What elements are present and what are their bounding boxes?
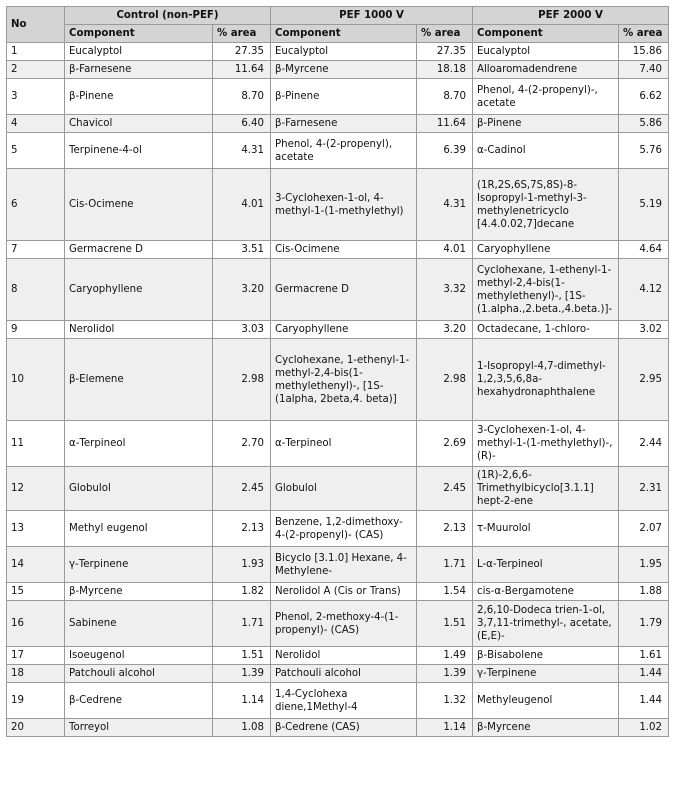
- pef1000-area: 1.39: [417, 665, 473, 683]
- pef1000-area: 2.45: [417, 467, 473, 511]
- pef1000-area: 4.31: [417, 169, 473, 241]
- pef1000-component: β-Myrcene: [271, 61, 417, 79]
- pef2000-area: 2.95: [619, 339, 669, 421]
- table-row: [7, 683, 669, 719]
- pef2000-area: 2.31: [619, 467, 669, 511]
- table-row: [7, 259, 669, 321]
- control-component: β-Farnesene: [65, 61, 213, 79]
- table-row: [7, 511, 669, 547]
- pef2000-area: 7.40: [619, 61, 669, 79]
- pef2000-area: 1.44: [619, 665, 669, 683]
- pef1000-component: 1,4-Cyclohexa diene,1Methyl-4: [271, 683, 417, 719]
- control-area: 11.64: [213, 61, 271, 79]
- control-area: 1.93: [213, 547, 271, 583]
- pef2000-area: 6.62: [619, 79, 669, 115]
- table-row: [7, 79, 669, 115]
- control-area: 2.70: [213, 421, 271, 467]
- pef2000-component: 1-Isopropyl-4,7-dimethyl-1,2,3,5,6,8a-hexahydronaphthalene: [473, 339, 619, 421]
- pef1000-area: 2.98: [417, 339, 473, 421]
- table-row: [7, 115, 669, 133]
- pef1000-component: Globulol: [271, 467, 417, 511]
- pef2000-area: 1.44: [619, 683, 669, 719]
- pef1000-component: Eucalyptol: [271, 43, 417, 61]
- table-row: [7, 547, 669, 583]
- table-row: [7, 421, 669, 467]
- control-area: 1.39: [213, 665, 271, 683]
- pef2000-area: 5.86: [619, 115, 669, 133]
- pef1000-component: Phenol, 2-methoxy-4-(1-propenyl)- (CAS): [271, 601, 417, 647]
- pef2000-area: 4.64: [619, 241, 669, 259]
- pef2000-component: Methyleugenol: [473, 683, 619, 719]
- control-area: 2.45: [213, 467, 271, 511]
- control-component: α-Terpineol: [65, 421, 213, 467]
- header-no: No: [7, 7, 65, 43]
- control-area: 6.40: [213, 115, 271, 133]
- control-component: Patchouli alcohol: [65, 665, 213, 683]
- row-number: 14: [7, 547, 65, 583]
- pef1000-component: α-Terpineol: [271, 421, 417, 467]
- control-component: Caryophyllene: [65, 259, 213, 321]
- pef2000-component: β-Pinene: [473, 115, 619, 133]
- pef2000-area: 3.02: [619, 321, 669, 339]
- row-number: 1: [7, 43, 65, 61]
- control-area: 1.08: [213, 719, 271, 737]
- pef1000-area: 1.51: [417, 601, 473, 647]
- table-row: [7, 133, 669, 169]
- control-area: 1.82: [213, 583, 271, 601]
- row-number: 19: [7, 683, 65, 719]
- row-number: 20: [7, 719, 65, 737]
- control-area: 1.14: [213, 683, 271, 719]
- pef2000-component: (1R,2S,6S,7S,8S)-8-Isopropyl-1-methyl-3-methylenetricyclo [4.4.0.02,7]decane: [473, 169, 619, 241]
- control-component: Isoeugenol: [65, 647, 213, 665]
- table-row: [7, 719, 669, 737]
- pef1000-area: 1.32: [417, 683, 473, 719]
- table-row: [7, 339, 669, 421]
- row-number: 16: [7, 601, 65, 647]
- pef1000-area: 1.54: [417, 583, 473, 601]
- pef1000-area: 27.35: [417, 43, 473, 61]
- row-number: 2: [7, 61, 65, 79]
- control-area: 8.70: [213, 79, 271, 115]
- header-row-groups: [7, 7, 669, 25]
- pef1000-area: 11.64: [417, 115, 473, 133]
- pef2000-component: Alloaromadendrene: [473, 61, 619, 79]
- pef2000-component: cis-α-Bergamotene: [473, 583, 619, 601]
- row-number: 4: [7, 115, 65, 133]
- control-component: Nerolidol: [65, 321, 213, 339]
- pef1000-component: Nerolidol A (Cis or Trans): [271, 583, 417, 601]
- row-number: 9: [7, 321, 65, 339]
- header-area: % area: [619, 25, 669, 43]
- pef1000-component: Bicyclo [3.1.0] Hexane, 4-Methylene-: [271, 547, 417, 583]
- header-group-control: Control (non-PEF): [65, 7, 271, 25]
- table-row: [7, 321, 669, 339]
- control-component: β-Elemene: [65, 339, 213, 421]
- pef1000-component: Cis-Ocimene: [271, 241, 417, 259]
- row-number: 11: [7, 421, 65, 467]
- row-number: 13: [7, 511, 65, 547]
- row-number: 7: [7, 241, 65, 259]
- pef1000-area: 2.13: [417, 511, 473, 547]
- header-group-pef1000: PEF 1000 V: [271, 7, 473, 25]
- pef1000-component: β-Farnesene: [271, 115, 417, 133]
- control-component: Globulol: [65, 467, 213, 511]
- control-component: γ-Terpinene: [65, 547, 213, 583]
- pef1000-component: Phenol, 4-(2-propenyl), acetate: [271, 133, 417, 169]
- control-area: 1.71: [213, 601, 271, 647]
- pef2000-area: 15.86: [619, 43, 669, 61]
- pef2000-component: L-α-Terpineol: [473, 547, 619, 583]
- control-area: 4.01: [213, 169, 271, 241]
- pef2000-area: 2.44: [619, 421, 669, 467]
- pef2000-area: 1.88: [619, 583, 669, 601]
- header-component: Component: [271, 25, 417, 43]
- pef2000-component: 3-Cyclohexen-1-ol, 4-methyl-1-(1-methylethyl)-, (R)-: [473, 421, 619, 467]
- control-component: Eucalyptol: [65, 43, 213, 61]
- pef1000-component: β-Cedrene (CAS): [271, 719, 417, 737]
- pef1000-area: 1.49: [417, 647, 473, 665]
- header-area: % area: [213, 25, 271, 43]
- pef1000-area: 2.69: [417, 421, 473, 467]
- row-number: 12: [7, 467, 65, 511]
- pef1000-component: Benzene, 1,2-dimethoxy-4-(2-propenyl)- (CAS): [271, 511, 417, 547]
- control-component: β-Pinene: [65, 79, 213, 115]
- pef1000-area: 6.39: [417, 133, 473, 169]
- row-number: 6: [7, 169, 65, 241]
- control-area: 3.20: [213, 259, 271, 321]
- row-number: 8: [7, 259, 65, 321]
- control-area: 2.13: [213, 511, 271, 547]
- table-row: [7, 43, 669, 61]
- pef1000-component: Cyclohexane, 1-ethenyl-1-methyl-2,4-bis(1-methylethenyl)-, [1S-(1alpha, 2beta,4. beta)]: [271, 339, 417, 421]
- pef1000-area: 3.20: [417, 321, 473, 339]
- control-area: 2.98: [213, 339, 271, 421]
- control-component: β-Cedrene: [65, 683, 213, 719]
- pef1000-component: β-Pinene: [271, 79, 417, 115]
- pef1000-area: 1.14: [417, 719, 473, 737]
- table-row: [7, 241, 669, 259]
- table-row: [7, 665, 669, 683]
- control-component: Sabinene: [65, 601, 213, 647]
- header-component: Component: [65, 25, 213, 43]
- pef2000-area: 2.07: [619, 511, 669, 547]
- control-component: Chavicol: [65, 115, 213, 133]
- pef1000-component: Nerolidol: [271, 647, 417, 665]
- pef2000-component: Octadecane, 1-chloro-: [473, 321, 619, 339]
- pef2000-area: 4.12: [619, 259, 669, 321]
- pef2000-component: 2,6,10-Dodeca trien-1-ol, 3,7,11-trimethyl-, acetate, (E,E)-: [473, 601, 619, 647]
- pef2000-component: Phenol, 4-(2-propenyl)-, acetate: [473, 79, 619, 115]
- header-group-pef2000: PEF 2000 V: [473, 7, 669, 25]
- row-number: 18: [7, 665, 65, 683]
- pef1000-area: 8.70: [417, 79, 473, 115]
- pef2000-component: Eucalyptol: [473, 43, 619, 61]
- table-row: [7, 169, 669, 241]
- pef1000-area: 3.32: [417, 259, 473, 321]
- table-row: [7, 467, 669, 511]
- row-number: 15: [7, 583, 65, 601]
- pef2000-area: 1.95: [619, 547, 669, 583]
- header-component: Component: [473, 25, 619, 43]
- pef2000-component: (1R)-2,6,6-Trimethylbicyclo[3.1.1] hept-2-ene: [473, 467, 619, 511]
- control-component: Methyl eugenol: [65, 511, 213, 547]
- pef1000-component: Patchouli alcohol: [271, 665, 417, 683]
- components-table: [6, 6, 669, 737]
- pef2000-area: 1.79: [619, 601, 669, 647]
- pef2000-component: β-Bisabolene: [473, 647, 619, 665]
- header-area: % area: [417, 25, 473, 43]
- control-component: β-Myrcene: [65, 583, 213, 601]
- control-component: Germacrene D: [65, 241, 213, 259]
- control-area: 1.51: [213, 647, 271, 665]
- control-component: Terpinene-4-ol: [65, 133, 213, 169]
- pef1000-component: 3-Cyclohexen-1-ol, 4-methyl-1-(1-methylethyl): [271, 169, 417, 241]
- control-area: 3.51: [213, 241, 271, 259]
- row-number: 3: [7, 79, 65, 115]
- table-row: [7, 601, 669, 647]
- control-area: 3.03: [213, 321, 271, 339]
- pef2000-component: β-Myrcene: [473, 719, 619, 737]
- control-component: Torreyol: [65, 719, 213, 737]
- table-body: [7, 43, 669, 737]
- pef2000-component: α-Cadinol: [473, 133, 619, 169]
- pef1000-area: 18.18: [417, 61, 473, 79]
- control-component: Cis-Ocimene: [65, 169, 213, 241]
- pef2000-component: Cyclohexane, 1-ethenyl-1-methyl-2,4-bis(1-methylethenyl)-, [1S-(1.alpha.,2.beta.,4.beta.)]-: [473, 259, 619, 321]
- table-row: [7, 647, 669, 665]
- pef2000-component: τ-Muurolol: [473, 511, 619, 547]
- pef2000-area: 1.02: [619, 719, 669, 737]
- table-row: [7, 583, 669, 601]
- pef2000-area: 1.61: [619, 647, 669, 665]
- row-number: 5: [7, 133, 65, 169]
- row-number: 10: [7, 339, 65, 421]
- pef2000-component: Caryophyllene: [473, 241, 619, 259]
- row-number: 17: [7, 647, 65, 665]
- control-area: 27.35: [213, 43, 271, 61]
- control-area: 4.31: [213, 133, 271, 169]
- pef2000-component: γ-Terpinene: [473, 665, 619, 683]
- pef1000-component: Caryophyllene: [271, 321, 417, 339]
- header-row-columns: [7, 25, 669, 43]
- pef1000-area: 4.01: [417, 241, 473, 259]
- pef2000-area: 5.19: [619, 169, 669, 241]
- pef1000-component: Germacrene D: [271, 259, 417, 321]
- pef2000-area: 5.76: [619, 133, 669, 169]
- pef1000-area: 1.71: [417, 547, 473, 583]
- table-row: [7, 61, 669, 79]
